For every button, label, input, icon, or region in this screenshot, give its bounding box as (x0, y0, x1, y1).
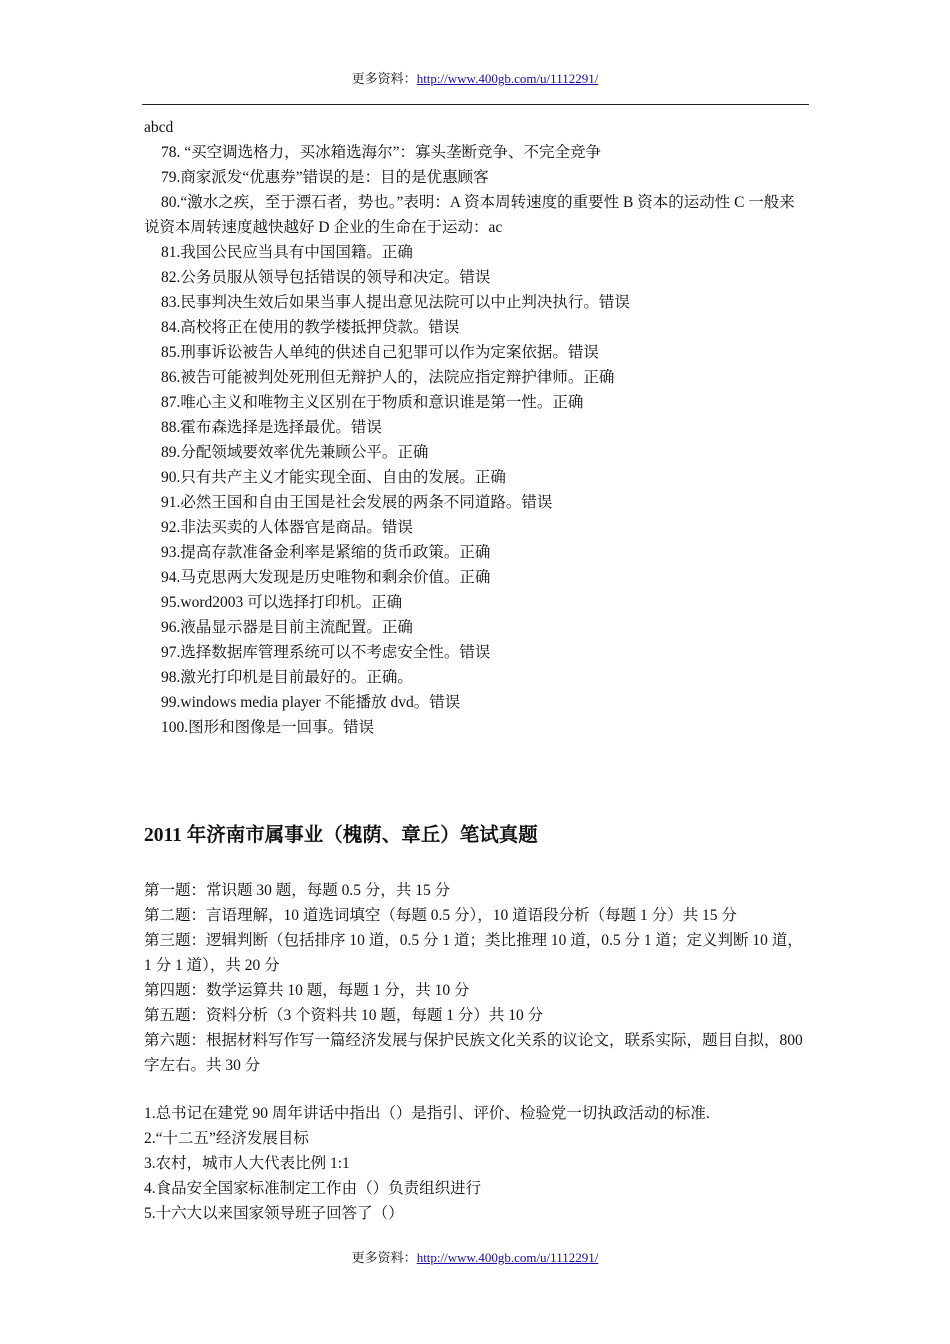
list-item: 81.我国公民应当具有中国国籍。正确 (161, 244, 413, 261)
list-item: 97.选择数据库管理系统可以不考虑安全性。错误 (161, 644, 491, 661)
list-item: 88.霍布森选择是选择最优。错误 (161, 419, 382, 436)
list-item: 86.被告可能被判处死刑但无辩护人的，法院应指定辩护律师。正确 (161, 369, 615, 386)
header-link[interactable]: http://www.400gb.com/u/1112291/ (416, 71, 599, 86)
footer-label: 更多资料： (351, 1250, 417, 1265)
list-item: 84.高校将正在使用的教学楼抵押贷款。错误 (161, 319, 460, 336)
list-item: 100.图形和图像是一回事。错误 (161, 719, 375, 736)
section-line: 第五题：资料分析（3 个资料共 10 题，每题 1 分）共 10 分 (144, 1007, 544, 1024)
list-item: 89.分配领域要效率优先兼顾公平。正确 (161, 444, 429, 461)
list-item: 83.民事判决生效后如果当事人提出意见法院可以中止判决执行。错误 (161, 294, 630, 311)
list-item: 91.必然王国和自由王国是社会发展的两条不同道路。错误 (161, 494, 553, 511)
question-list (144, 1101, 810, 1226)
list-item: 90.只有共产主义才能实现全面、自由的发展。正确 (161, 469, 506, 486)
answer-list (144, 115, 810, 740)
question-item: 2.“十二五”经济发展目标 (144, 1130, 309, 1147)
section-line: 第一题：常识题 30 题，每题 0.5 分，共 15 分 (144, 882, 451, 899)
question-item: 1.总书记在建党 90 周年讲话中指出（）是指引、评价、检验党一切执政活动的标准. (144, 1105, 710, 1122)
list-item: 95.word2003 可以选择打印机。正确 (161, 594, 403, 611)
list-item: 79.商家派发“优惠券”错误的是：目的是优惠顾客 (161, 169, 489, 186)
list-item: 94.马克思两大发现是历史唯物和剩余价值。正确 (161, 569, 491, 586)
question-item: 3.农村，城市人大代表比例 1:1 (144, 1155, 350, 1172)
list-item: 78. “买空调选格力，买冰箱选海尔”：寡头垄断竞争、不完全竞争 (161, 144, 602, 161)
list-item: 92.非法买卖的人体器官是商品。错误 (161, 519, 413, 536)
exam-structure (144, 878, 810, 1078)
header-label: 更多资料： (351, 71, 417, 86)
section-line: 第三题：逻辑判断（包括排序 10 道，0.5 分 1 道；类比推理 10 道，0.5 分 1 道；定义判断 10 道，1 分 1 道），共 20 分 (144, 932, 803, 974)
question-item: 4.食品安全国家标准制定工作由（）负责组织进行 (144, 1180, 482, 1197)
list-item: 82.公务员服从领导包括错误的领导和决定。错误 (161, 269, 491, 286)
list-item: 87.唯心主义和唯物主义区别在于物质和意识谁是第一性。正确 (161, 394, 584, 411)
section-line: 第四题：数学运算共 10 题，每题 1 分，共 10 分 (144, 982, 470, 999)
page-header (0, 68, 950, 87)
question-item: 5.十六大以来国家领导班子回答了（） (144, 1205, 404, 1222)
footer-link[interactable]: http://www.400gb.com/u/1112291/ (416, 1250, 599, 1265)
list-item: 85.刑事诉讼被告人单纯的供述自己犯罪可以作为定案依据。错误 (161, 344, 599, 361)
list-item: 93.提高存款准备金利率是紧缩的货币政策。正确 (161, 544, 491, 561)
header-rule (142, 104, 809, 105)
list-item: 96.液晶显示器是目前主流配置。正确 (161, 619, 413, 636)
section-line: 第二题：言语理解，10 道选词填空（每题 0.5 分），10 道语段分析（每题 1 分）共 15 分 (144, 907, 737, 924)
section-line: 第六题：根据材料写作写一篇经济发展与保护民族文化关系的议论文，联系实际，题目自拟，800 字左右。共 30 分 (144, 1032, 803, 1074)
list-item: 80.“激水之疾，至于漂石者，势也。”表明：A 资本周转速度的重要性 B 资本的运动性 C 一般来说资本周转速度越快越好 D 企业的生命在于运动：ac (144, 194, 795, 236)
list-item: 98.激光打印机是目前最好的。正确。 (161, 669, 413, 686)
page-footer (0, 1247, 950, 1266)
list-item: 99.windows media player 不能播放 dvd。错误 (161, 694, 461, 711)
section-title: 2011 年济南市属事业（槐荫、章丘）笔试真题 (144, 825, 538, 846)
first-line: abcd (144, 119, 174, 136)
